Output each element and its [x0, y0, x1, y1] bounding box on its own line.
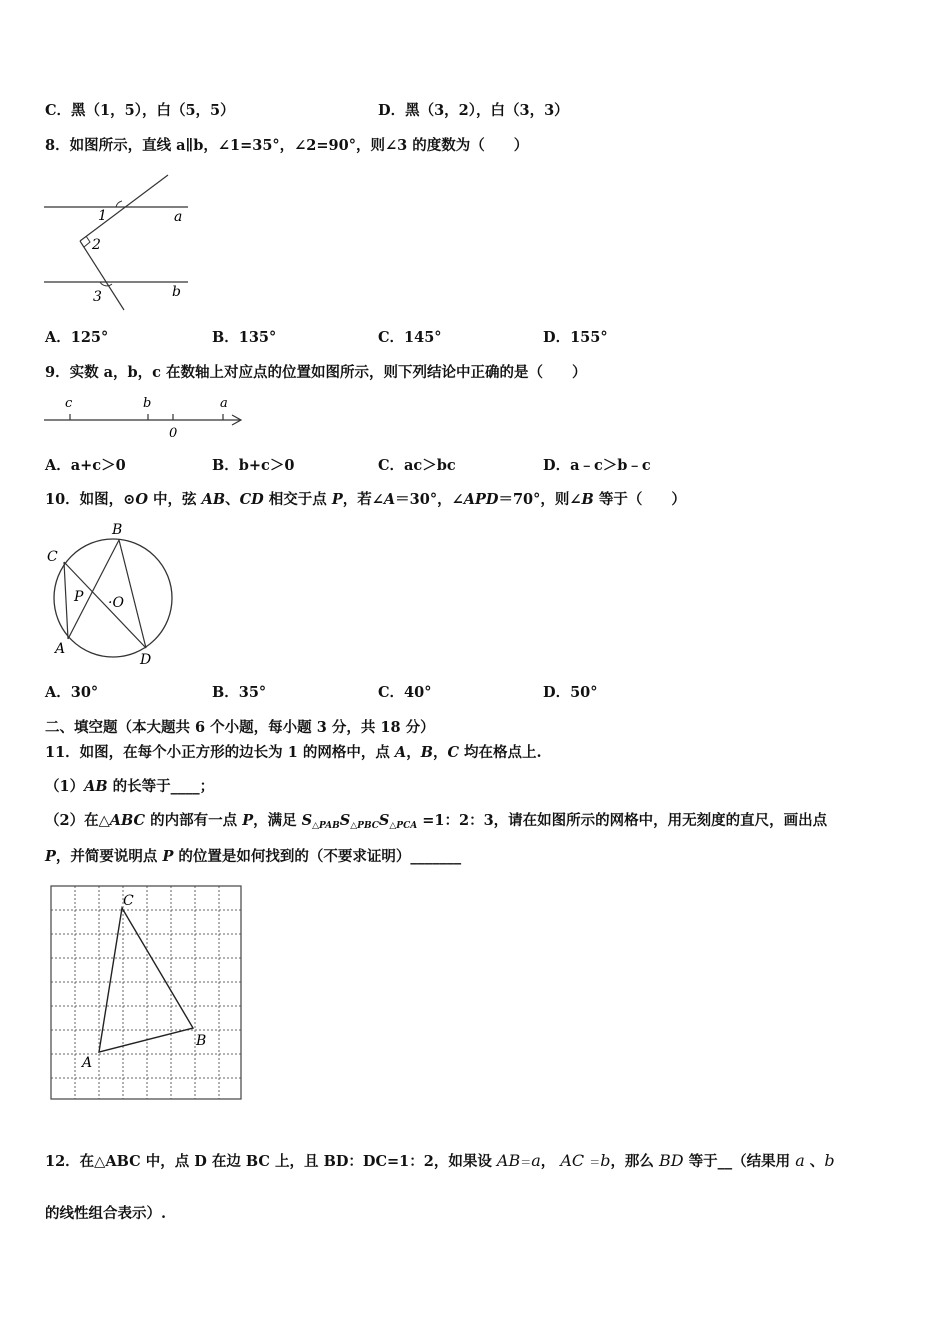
q8-label-3: 3: [93, 289, 102, 305]
q8-option-b: B．135°: [212, 329, 277, 346]
q8-figure: [40, 170, 200, 315]
q9-number-line: [40, 390, 250, 442]
q10-label-d: D: [140, 652, 152, 668]
q9-option-a: A．a+c＞0: [45, 457, 126, 474]
q10-label-o: ·O: [108, 595, 124, 611]
q10-circle-figure: [42, 518, 182, 668]
q10-option-b: B．35°: [212, 684, 267, 701]
q8-option-d: D．155°: [543, 329, 608, 346]
q10-option-a: A．30°: [45, 684, 99, 701]
q11-label-a: A: [82, 1055, 93, 1071]
q11-label-b: B: [196, 1033, 207, 1049]
q10-label-a: A: [55, 641, 66, 657]
q8-stem: 8．如图所示，直线 a∥b，∠1=35°，∠2=90°，则∠3 的度数为（ ）: [45, 137, 529, 154]
q12-stem: 12．在△ABC 中，点 D 在边 BC 上，且 BD：DC=1：2，如果设 AB＝a， AC ＝b，那么 BD 等于__（结果用 a 、b: [45, 1151, 835, 1170]
q9-option-b: B．b+c＞0: [212, 457, 295, 474]
q8-label-a: a: [174, 209, 183, 225]
q10-option-c: C．40°: [378, 684, 432, 701]
section-2-heading: 二、填空题（本大题共 6 个小题，每小题 3 分，共 18 分）: [45, 719, 435, 736]
q11-label-c: C: [123, 893, 134, 909]
q10-label-b: B: [112, 522, 123, 538]
q8-label-b: b: [172, 284, 181, 300]
q11-part-2: （2）在△ABC 的内部有一点 P，满足 $S_{\triangle PAB}S_{\triangle PBC}S_{\triangle PCA} =1$：2：3，请在如图所示的网格中，用无刻度的直尺，画出点: [45, 812, 828, 831]
q8-option-c: C．145°: [378, 329, 442, 346]
q11-stem: 11．如图，在每个小正方形的边长为 1 的网格中，点 A，B，C 均在格点上.: [45, 744, 542, 761]
q9-label-c: c: [65, 396, 73, 411]
q9-stem: 9．实数 a，b，c 在数轴上对应点的位置如图所示，则下列结论中正确的是（ ）: [45, 364, 587, 381]
q9-option-c: C．ac＞bc: [378, 457, 456, 474]
q8-label-2: 2: [92, 237, 101, 253]
q9-option-d: D．a﹣c＞b﹣c: [543, 457, 651, 474]
q11-part-1: （1）AB 的长等于____；: [45, 778, 215, 795]
q10-stem: 10．如图，⊙O 中，弦 AB、CD 相交于点 P，若∠A＝30°，∠APD＝70°，则∠B 等于（ ）: [45, 491, 686, 508]
q12-stem-cont: 的线性组合表示）.: [45, 1205, 167, 1222]
q11-part-2-cont: P，并简要说明点 P 的位置是如何找到的（不要求证明）_______: [45, 848, 462, 865]
q10-option-d: D．50°: [543, 684, 598, 701]
q7-option-d: D．黑（3，2），白（3，3）: [378, 102, 569, 119]
q11-grid-figure: [50, 885, 243, 1101]
q7-option-c: C．黑（1，5），白（5，5）: [45, 102, 235, 119]
q8-option-a: A．125°: [45, 329, 109, 346]
q10-label-p: P: [74, 589, 84, 605]
q8-label-1: 1: [98, 208, 107, 224]
q9-label-a: a: [220, 396, 228, 411]
q9-label-b: b: [143, 396, 152, 411]
q9-label-zero: 0: [169, 426, 178, 441]
q10-label-c: C: [47, 549, 58, 565]
